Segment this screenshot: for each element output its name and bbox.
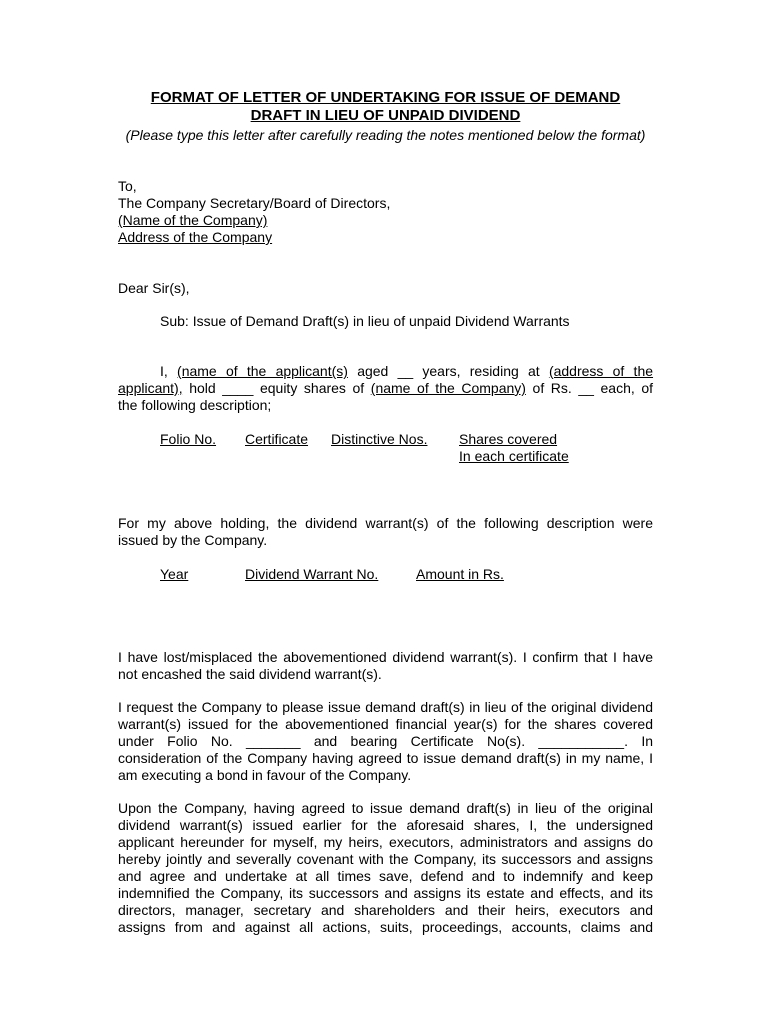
intro-address-placeholder-end: applicant), — [118, 380, 183, 396]
intro-applicant-name-placeholder: (name of the applicant(s) — [177, 363, 348, 379]
request-line-4: consideration of the Company having agreed to issue demand draft(s) in my name, I — [118, 750, 653, 766]
subject-line: Sub: Issue of Demand Draft(s) in lieu of unpaid Dividend Warrants — [160, 313, 570, 329]
holding-line-1: For my above holding, the dividend warrant(s) of the following description were — [118, 515, 653, 531]
intro-line-2 — [118, 380, 653, 397]
intro-company-name-placeholder: (name of the Company) — [370, 380, 526, 396]
warrant-header-amount: Amount in Rs. — [416, 566, 504, 582]
undertaking-line-5: and agree and undertake at all times save, defend and to indemnify and keep — [118, 868, 653, 884]
request-line-2: warrant(s) issued for the abovementioned financial year(s) for the shares covered — [118, 716, 653, 732]
holding-line-2: issued by the Company. — [118, 532, 268, 548]
document-title-line-2: DRAFT IN LIEU OF UNPAID DIVIDEND — [250, 107, 521, 124]
request-line-5: am executing a bond in favour of the Company. — [118, 767, 412, 783]
lost-line-1: I have lost/misplaced the abovementioned dividend warrant(s). I confirm that I have — [118, 649, 653, 665]
document-instruction-note: (Please type this letter after carefully reading the notes mentioned below the format) — [125, 127, 646, 143]
intro-hold-shares: hold ____ equity shares of — [189, 380, 365, 396]
warrant-header-dividend-warrant-no: Dividend Warrant No. — [245, 566, 379, 582]
intro-age-residence: aged __ years, residing at — [357, 363, 540, 379]
address-to: To, — [118, 178, 137, 194]
request-line-1: I request the Company to please issue demand draft(s) in lieu of the original dividend — [118, 699, 653, 715]
intro-address-placeholder-start: (address of the — [548, 363, 654, 379]
shares-header-shares-covered: Shares covered — [459, 431, 558, 447]
shares-header-certificate: Certificate — [245, 431, 309, 447]
intro-face-value: of Rs. __ each, of — [532, 380, 654, 396]
undertaking-line-1: Upon the Company, having agreed to issue demand draft(s) in lieu of the original — [118, 800, 653, 816]
undertaking-line-6: indemnified the Company, its successors and assigns its estate and effects, and its — [118, 885, 653, 901]
intro-i: I, — [160, 363, 168, 379]
request-line-3: under Folio No. _______ and bearing Certificate No(s). ___________. In — [118, 733, 653, 749]
document-title-line-1: FORMAT OF LETTER OF UNDERTAKING FOR ISSUE OF DEMAND — [150, 89, 621, 106]
address-recipient: The Company Secretary/Board of Directors, — [118, 195, 391, 211]
undertaking-line-4: hereby jointly and severally covenant with the Company, its successors and assigns — [118, 851, 653, 867]
address-company-name: (Name of the Company) — [118, 212, 268, 228]
salutation: Dear Sir(s), — [118, 280, 190, 296]
shares-header-folio: Folio No. — [160, 431, 217, 447]
undertaking-line-3: applicant hereunder for myself, my heirs, executors, administrators and assigns do — [118, 834, 653, 850]
undertaking-line-2: dividend warrant(s) issued earlier for the aforesaid shares, I, the undersigned — [118, 817, 653, 833]
intro-line-1 — [118, 363, 653, 380]
intro-line-3: the following description; — [118, 397, 272, 413]
warrant-header-year: Year — [160, 566, 189, 582]
shares-header-in-each-certificate: In each certificate — [459, 448, 569, 464]
lost-line-2: not encashed the said dividend warrant(s). — [118, 666, 382, 682]
shares-header-distinctive-nos: Distinctive Nos. — [331, 431, 428, 447]
address-company-address: Address of the Company — [118, 229, 273, 245]
undertaking-line-7: directors, manager, secretary and shareholders and their heirs, executors and — [118, 902, 653, 918]
undertaking-line-8: assigns from and against all actions, suits, proceedings, accounts, claims and — [118, 919, 653, 935]
